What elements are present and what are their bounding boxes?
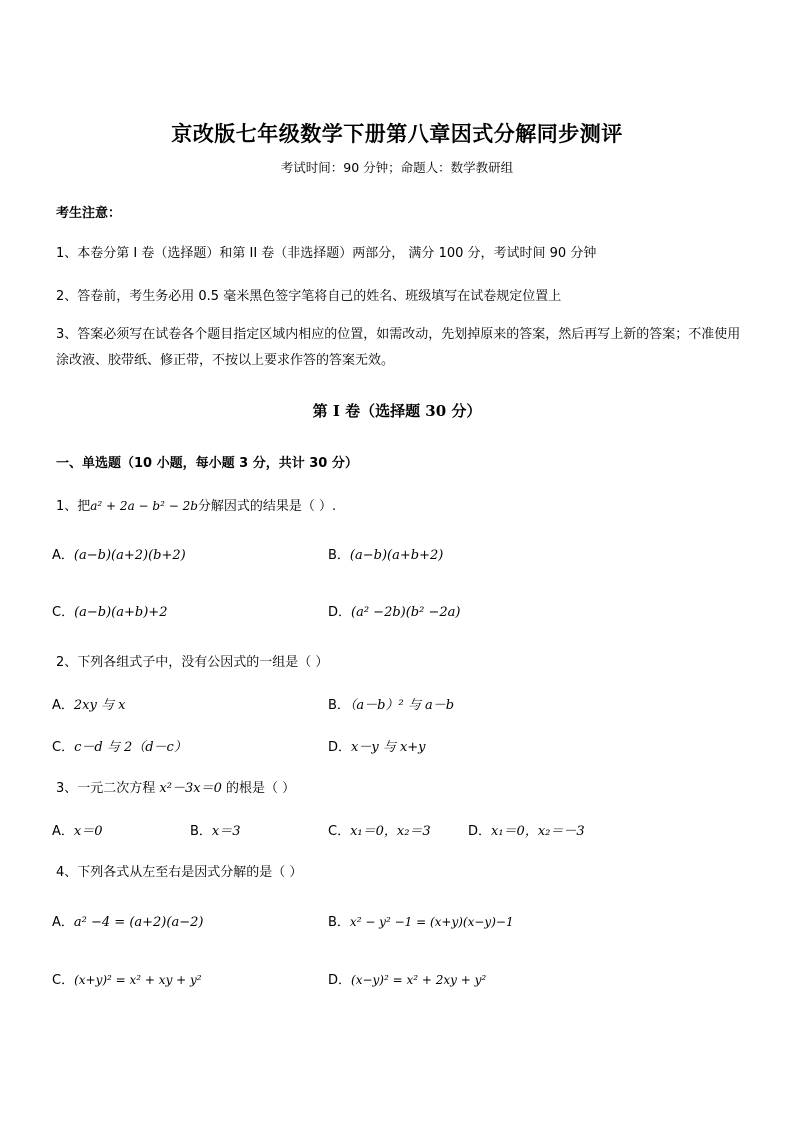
question-3-suffix: 的根是（ ） <box>225 781 296 796</box>
note-item-3: 3、答案必须写在试卷各个题目指定区域内相应的位置，如需改动，先划掉原来的答案，然后再写上新的答案；不准使用涂改液、胶带纸、修正带，不按以上要求作答的答案无效。 <box>56 327 741 368</box>
question-2-option-c[interactable] <box>52 736 187 755</box>
question-4-option-c[interactable] <box>52 969 202 988</box>
option-text: 2xy 与 x <box>73 698 126 713</box>
question-4-stem: 4、下列各式从左至右是因式分解的是（ ） <box>56 865 303 880</box>
option-text: x＝0 <box>73 824 103 839</box>
question-3-prefix: 3、一元二次方程 <box>56 781 156 796</box>
option-label: D． <box>328 740 352 755</box>
question-1-prefix: 1、把 <box>56 499 91 514</box>
question-1-option-d[interactable] <box>328 601 460 620</box>
question-3-equation: x²－3x＝0 <box>159 781 222 796</box>
option-text: a² −4 = (a+2)(a−2) <box>73 915 204 930</box>
section-title: 第 I 卷（选择题 30 分） <box>312 402 482 420</box>
question-2-option-b[interactable] <box>328 694 454 713</box>
question-3-option-a[interactable] <box>52 820 103 839</box>
question-1-option-a[interactable] <box>52 544 186 563</box>
question-3-stem <box>56 777 295 796</box>
option-text: x² − y² −1 = (x+y)(x−y)−1 <box>349 915 514 929</box>
option-text: （a－b）² 与 a－b <box>349 698 455 713</box>
question-2-option-a[interactable] <box>52 694 125 713</box>
question-4-option-d[interactable] <box>328 969 486 988</box>
option-label: B． <box>328 548 350 563</box>
question-1-suffix: 分解因式的结果是（ ）. <box>197 499 337 514</box>
exam-info: 考试时间：90 分钟；命题人：数学教研组 <box>280 160 514 175</box>
option-label: D． <box>328 973 352 988</box>
question-2-stem: 2、下列各组式子中，没有公因式的一组是（ ） <box>56 655 329 670</box>
option-label: A． <box>52 824 74 839</box>
option-text: (a−b)(a+2)(b+2) <box>73 548 186 563</box>
option-label: A． <box>52 698 74 713</box>
option-text: x－y 与 x+y <box>351 740 426 755</box>
option-label: A． <box>52 548 74 563</box>
option-label: C． <box>52 740 75 755</box>
option-label: D． <box>328 605 352 620</box>
note-item-1: 1、本卷分第 I 卷（选择题）和第 II 卷（非选择题）两部分， 满分 100 分，考试时间 90 分钟 <box>56 246 597 261</box>
question-1-expression: a² + 2a − b² − 2b <box>90 499 198 513</box>
option-label: C． <box>328 824 351 839</box>
question-3-option-b[interactable] <box>190 820 241 839</box>
question-1-option-b[interactable] <box>328 544 443 563</box>
option-label: D． <box>468 824 492 839</box>
option-label: B． <box>328 915 350 930</box>
question-4-option-b[interactable] <box>328 911 514 930</box>
question-4-option-a[interactable] <box>52 911 203 930</box>
note-item-2: 2、答卷前，考生务必用 0.5 毫米黑色签字笔将自己的姓名、班级填写在试卷规定位置上 <box>56 289 562 304</box>
part-heading: 一、单选题（10 小题，每小题 3 分，共计 30 分） <box>56 456 358 471</box>
option-text: x＝3 <box>211 824 241 839</box>
option-text: x₁＝0，x₂＝－3 <box>491 824 585 839</box>
option-text: (x+y)² = x² + xy + y² <box>74 973 202 987</box>
question-3-option-c[interactable] <box>328 820 431 839</box>
page-title: 京改版七年级数学下册第八章因式分解同步测评 <box>171 121 623 146</box>
option-label: B． <box>190 824 212 839</box>
option-text: (x−y)² = x² + 2xy + y² <box>351 973 487 987</box>
option-label: B． <box>328 698 350 713</box>
question-1-stem <box>56 495 336 514</box>
question-2-option-d[interactable] <box>328 736 426 755</box>
option-text: c－d 与 2（d－c） <box>74 740 187 755</box>
option-text: (a² −2b)(b² −2a) <box>351 605 461 620</box>
option-text: x₁＝0，x₂＝3 <box>350 824 431 839</box>
option-label: C． <box>52 973 75 988</box>
option-text: (a−b)(a+b)+2 <box>74 605 168 620</box>
option-label: C． <box>52 605 75 620</box>
question-1-option-c[interactable] <box>52 601 167 620</box>
option-text: (a−b)(a+b+2) <box>349 548 444 563</box>
question-3-option-d[interactable] <box>468 820 585 839</box>
notes-heading: 考生注意： <box>56 206 122 221</box>
option-label: A． <box>52 915 74 930</box>
